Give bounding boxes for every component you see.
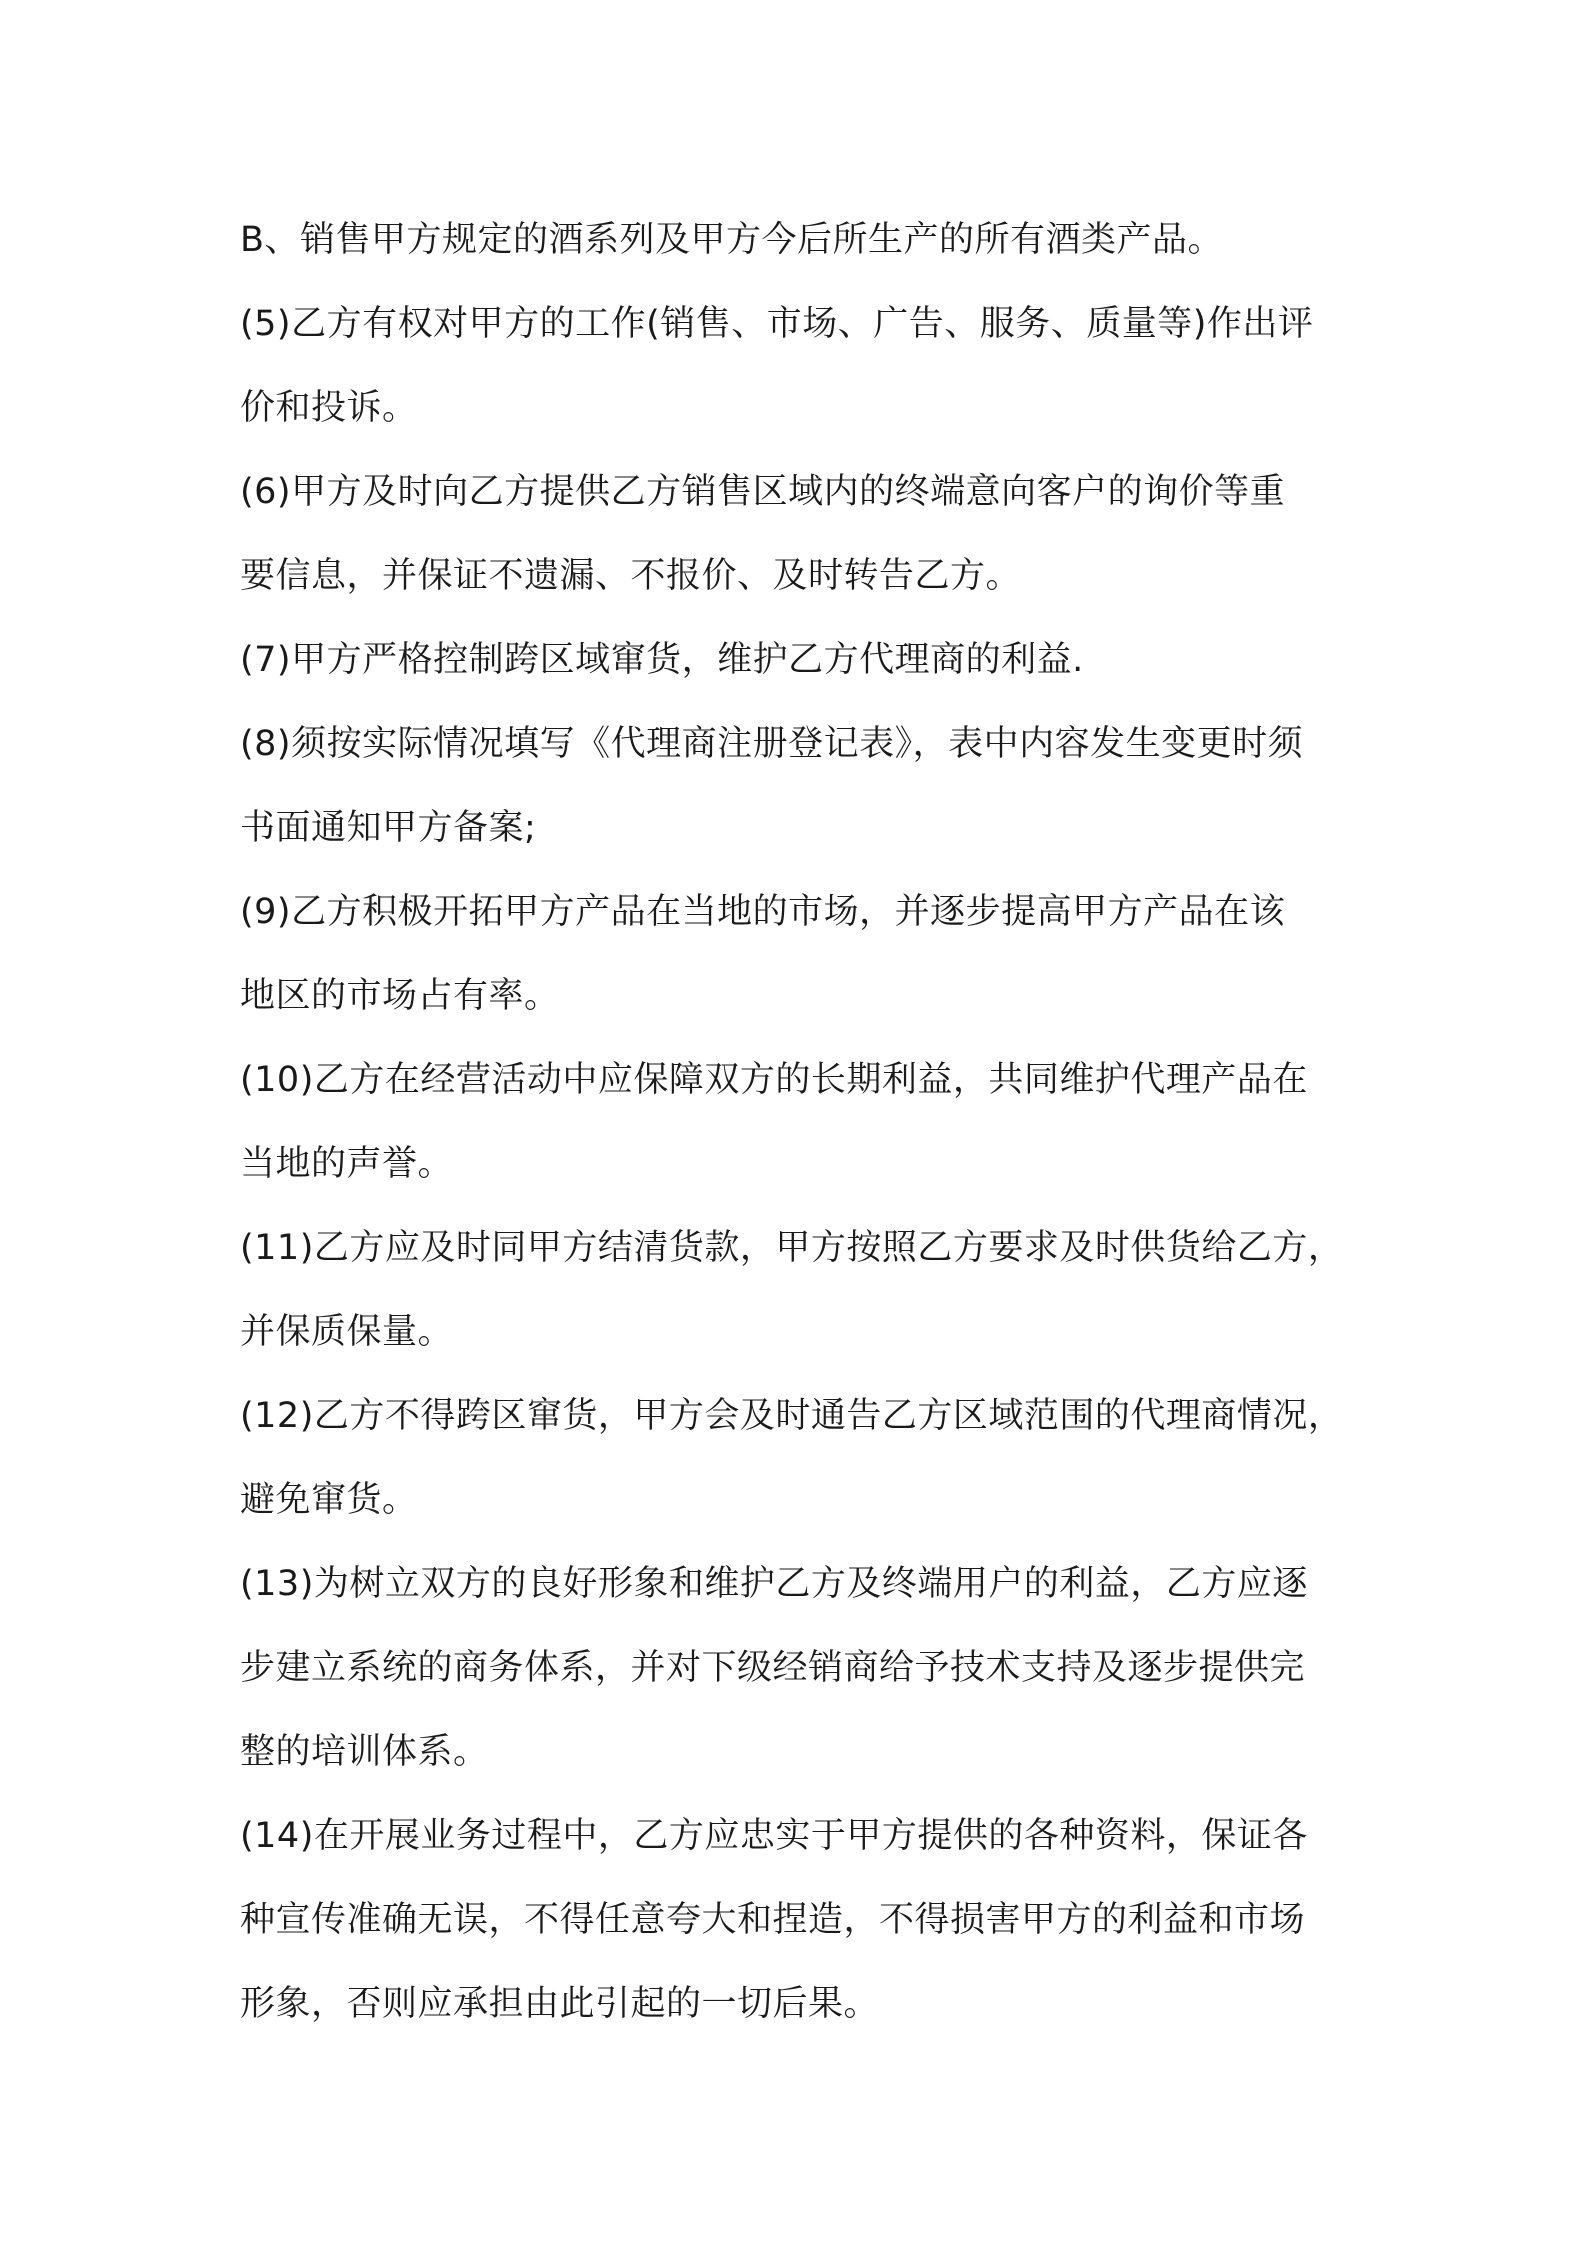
text-line: 当地的声誉。 [240, 1144, 454, 1184]
text-line: (10)乙方在经营活动中应保障双方的长期利益，共同维护代理产品在 [240, 1060, 1308, 1100]
text-line: (11)乙方应及时同甲方结清货款，甲方按照乙方要求及时供货给乙方， [240, 1228, 1344, 1268]
text-line: 整的培训体系。 [240, 1732, 489, 1772]
document-body [240, 198, 1380, 2046]
text-line: (6)甲方及时向乙方提供乙方销售区域内的终端意向客户的询价等重 [240, 472, 1286, 512]
text-line: 避免窜货。 [240, 1480, 418, 1520]
text-line: (12)乙方不得跨区窜货，甲方会及时通告乙方区域范围的代理商情况， [240, 1396, 1344, 1436]
text-line: 要信息，并保证不遗漏、不报价、及时转告乙方。 [240, 556, 1022, 596]
text-line: 并保质保量。 [240, 1312, 454, 1352]
text-line: 步建立系统的商务体系，并对下级经销商给予技术支持及逐步提供完 [240, 1648, 1306, 1688]
text-line: (14)在开展业务过程中，乙方应忠实于甲方提供的各种资料，保证各 [240, 1816, 1308, 1856]
text-line: (9)乙方积极开拓甲方产品在当地的市场，并逐步提高甲方产品在该 [240, 892, 1286, 932]
text-line: 形象，否则应承担由此引起的一切后果。 [240, 1984, 880, 2024]
text-line: 价和投诉。 [240, 388, 418, 428]
text-line: (7)甲方严格控制跨区域窜货，维护乙方代理商的利益. [240, 640, 1084, 680]
text-line: (13)为树立双方的良好形象和维护乙方及终端用户的利益，乙方应逐 [240, 1564, 1308, 1604]
text-line: 书面通知甲方备案; [240, 808, 537, 848]
text-line: 种宣传准确无误，不得任意夸大和捏造，不得损害甲方的利益和市场 [240, 1900, 1306, 1940]
text-line: B、销售甲方规定的酒系列及甲方今后所生产的所有酒类产品。 [240, 220, 1224, 260]
text-line: (5)乙方有权对甲方的工作(销售、市场、广告、服务、质量等)作出评 [240, 304, 1314, 344]
text-line: 地区的市场占有率。 [240, 976, 560, 1016]
text-line: (8)须按实际情况填写《代理商注册登记表》，表中内容发生变更时须 [240, 724, 1304, 764]
